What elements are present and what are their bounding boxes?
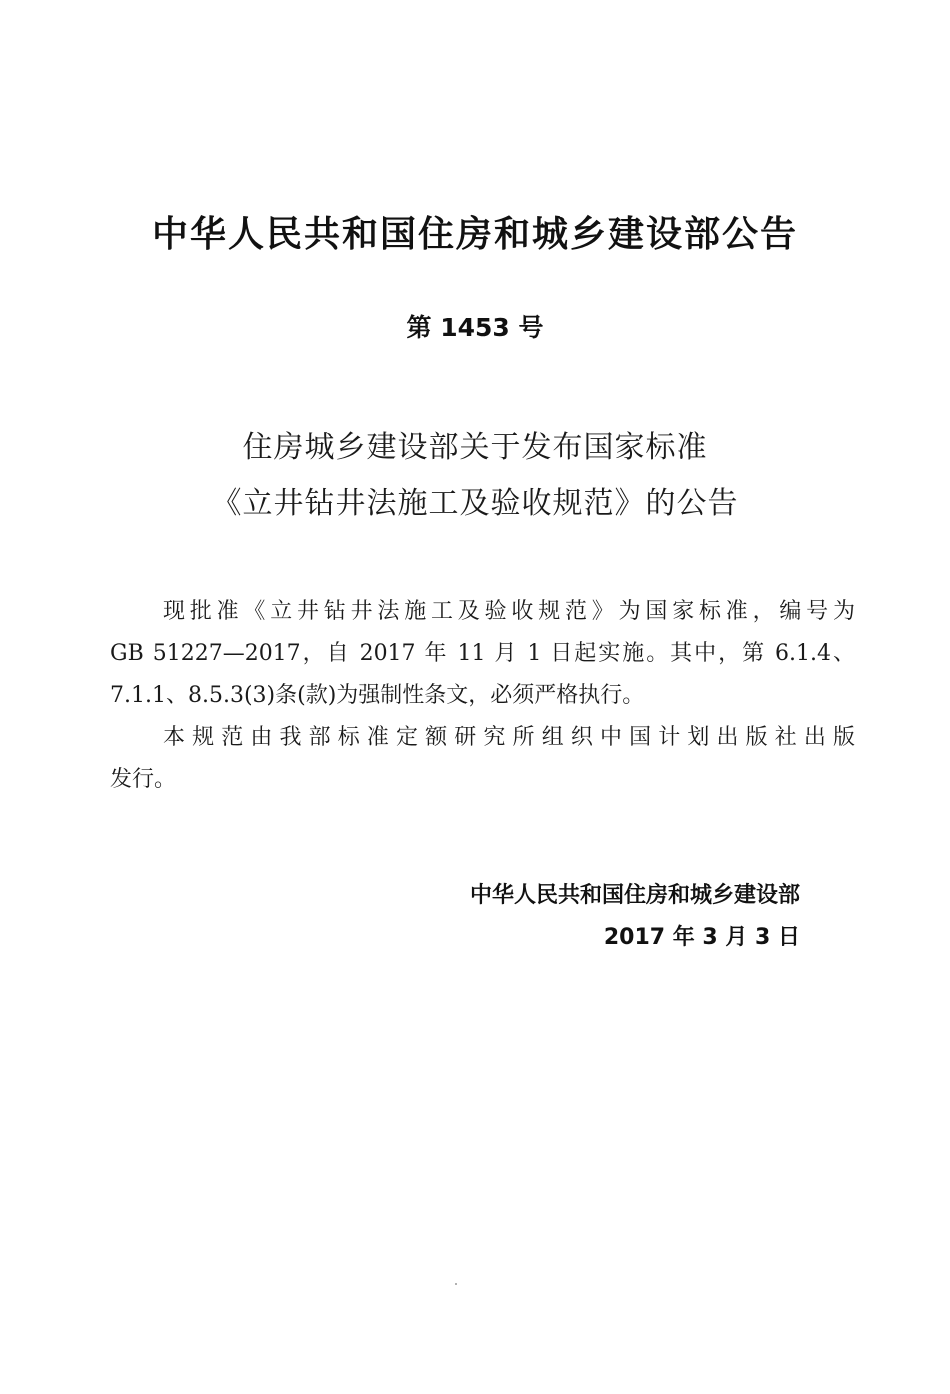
issue-date: 2017 年 3 月 3 日	[603, 925, 800, 950]
scan-speck	[455, 1283, 457, 1285]
body-paragraph-2-line-2: 发行。	[110, 767, 177, 792]
notice-subtitle-line-2: 《立井钻井法施工及验收规范》的公告	[211, 486, 739, 521]
notice-title: 中华人民共和国住房和城乡建设部公告	[151, 214, 798, 255]
notice-subtitle-line-1: 住房城乡建设部关于发布国家标准	[242, 430, 708, 465]
body-paragraph-1-line-3: 7.1.1、8.5.3(3)条(款)为强制性条文，必须严格执行。	[110, 683, 645, 708]
notice-number: 第 1453 号	[406, 313, 544, 342]
body-paragraph-2-line-1: 本规范由我部标准定额研究所组织中国计划出版社出版	[163, 725, 855, 750]
body-paragraph-1-line-2: GB 51227—2017，自 2017 年 11 月 1 日起实施。其中，第 6.1.4、	[110, 641, 855, 666]
body-paragraph-1-line-1: 现批准《立井钻井法施工及验收规范》为国家标准，编号为	[163, 599, 855, 624]
issuer-signature: 中华人民共和国住房和城乡建设部	[469, 883, 800, 908]
